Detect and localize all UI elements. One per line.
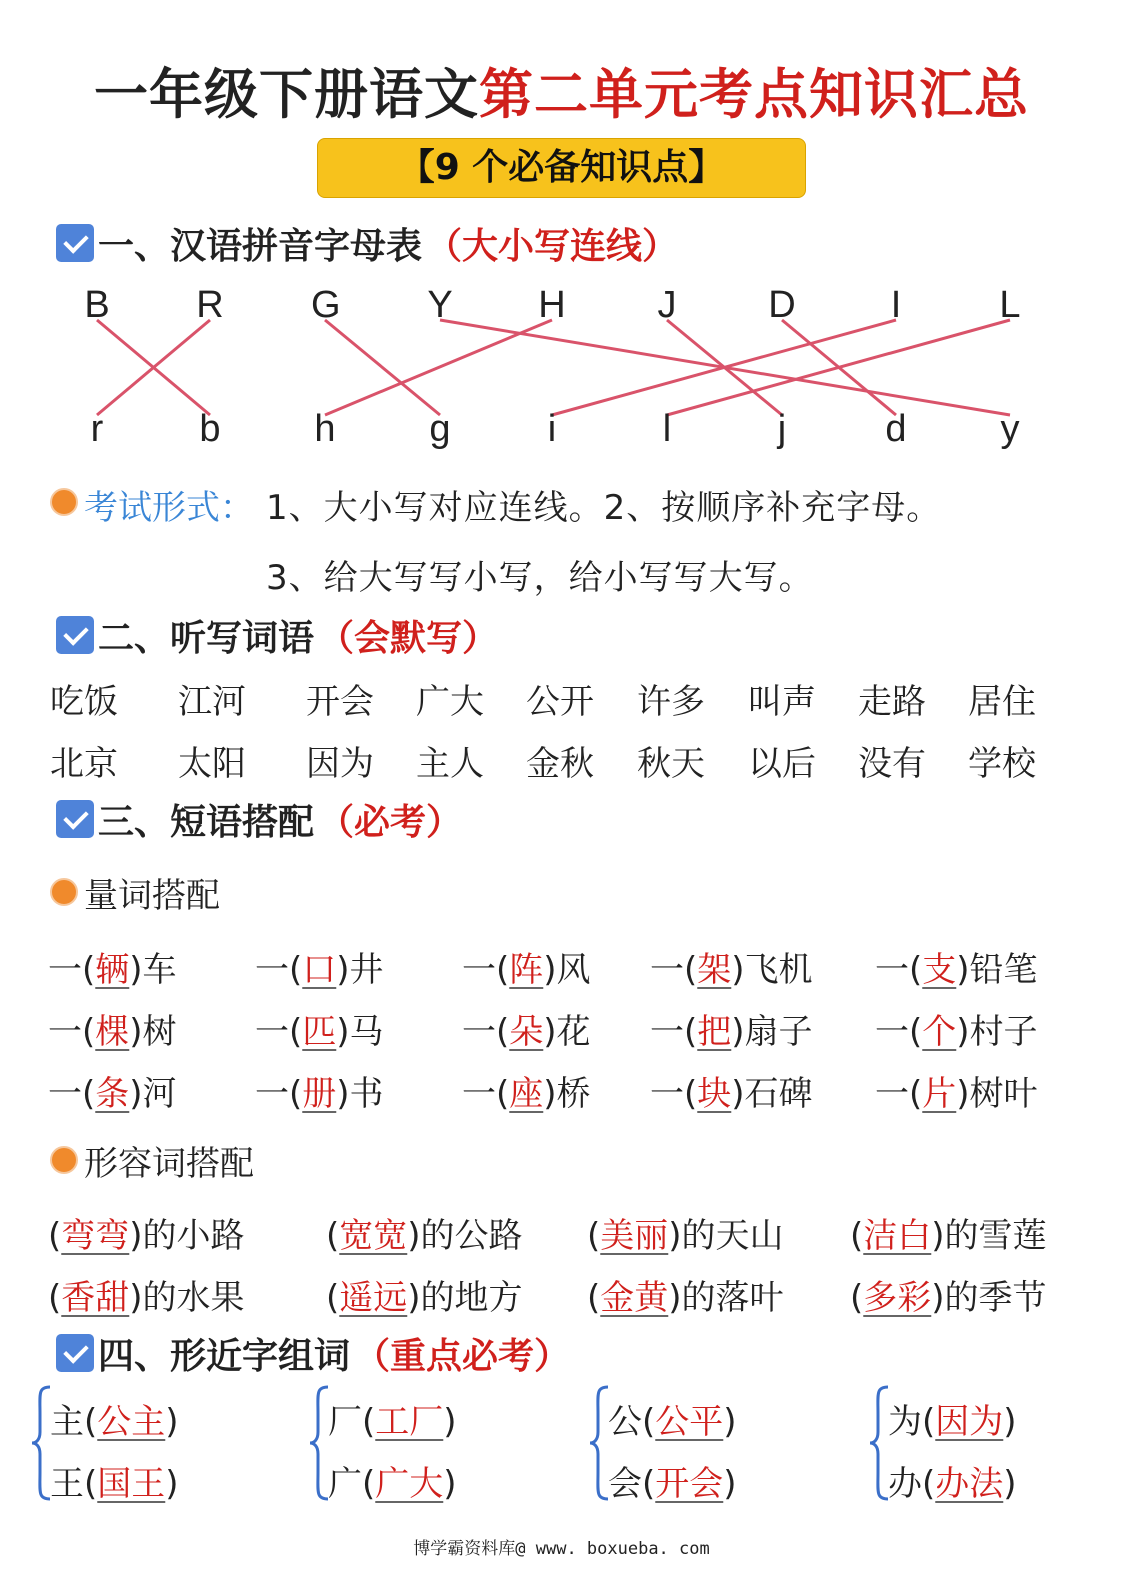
paren-close: ) <box>165 1402 179 1442</box>
uppercase-letter: B <box>84 284 110 326</box>
phrase-prefix: 一( <box>48 1074 96 1114</box>
dictation-word: 主人 <box>416 744 484 784</box>
section-1-heading <box>56 220 678 266</box>
dictation-word: 公开 <box>526 682 594 722</box>
checkbox-icon <box>56 800 94 838</box>
phrase-suffix: )石碑 <box>731 1074 813 1114</box>
brace-icon <box>308 1384 330 1502</box>
paren-close: ) <box>1003 1464 1017 1504</box>
uppercase-letter: Y <box>427 284 453 326</box>
phrase-answer: 多彩 <box>863 1278 932 1318</box>
phrase-prefix: 一( <box>462 950 510 990</box>
similar-char-phrase <box>328 1394 457 1443</box>
section-4-tag: （重点必考） <box>354 1335 571 1377</box>
uppercase-letter: G <box>311 284 341 326</box>
measure-phrase <box>48 1004 177 1053</box>
measure-phrase <box>650 1066 813 1115</box>
measure-phrase <box>650 1004 813 1053</box>
match-line <box>325 320 440 415</box>
phrase-prefix: ( <box>48 1278 62 1318</box>
lowercase-letter: j <box>777 408 787 450</box>
phrase-suffix: )的公路 <box>407 1216 523 1256</box>
paren-open: ( <box>362 1402 376 1442</box>
section-2-title: 二、听写词语 <box>98 617 315 659</box>
phrase-suffix: )书 <box>336 1074 384 1114</box>
measure-phrase <box>462 1004 591 1053</box>
dictation-word: 以后 <box>748 744 816 784</box>
lowercase-letter: h <box>314 408 336 450</box>
bullet-dot-icon <box>50 878 78 906</box>
phrase-suffix: )树叶 <box>956 1074 1038 1114</box>
similar-char-phrase <box>328 1456 457 1505</box>
adjective-phrase <box>850 1208 1047 1257</box>
section-3-title: 三、短语搭配 <box>98 801 315 843</box>
phrase-answer: 座 <box>509 1074 544 1114</box>
section-3-heading <box>56 796 462 842</box>
dictation-word: 因为 <box>306 744 374 784</box>
subtitle-badge: 【9 个必备知识点】 <box>317 138 806 198</box>
paren-open: ( <box>642 1402 656 1442</box>
similar-char: 王 <box>50 1464 84 1504</box>
measure-phrase <box>255 1004 384 1053</box>
phrase-answer: 块 <box>697 1074 732 1114</box>
phrase-prefix: 一( <box>255 950 303 990</box>
phrase-suffix: )飞机 <box>731 950 813 990</box>
phrase-prefix: 一( <box>255 1074 303 1114</box>
uppercase-letter: R <box>196 284 224 326</box>
checkbox-icon <box>56 1334 94 1372</box>
similar-char-phrase <box>50 1456 179 1505</box>
exam-line-2: 3、给大写写小写，给小写写大写。 <box>266 558 814 598</box>
phrase-answer: 洁白 <box>863 1216 932 1256</box>
similar-char: 厂 <box>328 1402 362 1442</box>
similar-answer: 广大 <box>375 1464 444 1504</box>
dictation-word: 吃饭 <box>50 682 118 722</box>
measure-phrase <box>48 1066 177 1115</box>
similar-char: 公 <box>608 1402 642 1442</box>
similar-char-phrase <box>608 1456 737 1505</box>
paren-close: ) <box>443 1464 457 1504</box>
uppercase-letter: H <box>538 284 566 326</box>
phrase-answer: 朵 <box>509 1012 544 1052</box>
phrase-answer: 口 <box>302 950 337 990</box>
phrase-prefix: 一( <box>650 1074 698 1114</box>
section-3-tag: （必考） <box>318 801 463 843</box>
phrase-answer: 棵 <box>95 1012 130 1052</box>
phrase-answer: 阵 <box>509 950 544 990</box>
footer-watermark: 博学霸资料库@ www. boxueba. com <box>413 1539 710 1559</box>
lowercase-letter: i <box>547 408 557 450</box>
adjective-phrase <box>48 1270 245 1319</box>
phrase-suffix: )桥 <box>543 1074 591 1114</box>
phrase-answer: 架 <box>697 950 732 990</box>
phrase-answer: 美丽 <box>600 1216 669 1256</box>
phrase-suffix: )风 <box>543 950 591 990</box>
similar-char: 为 <box>888 1402 922 1442</box>
phrase-answer: 弯弯 <box>61 1216 130 1256</box>
measure-phrase <box>875 1066 1038 1115</box>
phrase-prefix: 一( <box>875 950 923 990</box>
paren-open: ( <box>922 1464 936 1504</box>
phrase-prefix: ( <box>48 1216 62 1256</box>
exam-label: 考试形式： <box>84 488 254 528</box>
adjective-phrase <box>587 1270 784 1319</box>
section-2-tag: （会默写） <box>318 617 499 659</box>
similar-answer: 工厂 <box>375 1402 444 1442</box>
adjective-phrase <box>326 1208 523 1257</box>
bullet-dot-icon <box>50 488 78 516</box>
dictation-word: 居住 <box>968 682 1036 722</box>
phrase-suffix: )的水果 <box>129 1278 245 1318</box>
page-title <box>0 52 1123 129</box>
phrase-suffix: )的雪莲 <box>931 1216 1047 1256</box>
phrase-answer: 金黄 <box>600 1278 669 1318</box>
dictation-word: 江河 <box>178 682 246 722</box>
adjective-phrase <box>850 1270 1047 1319</box>
phrase-prefix: 一( <box>462 1074 510 1114</box>
phrase-answer: 宽宽 <box>339 1216 408 1256</box>
phrase-answer: 册 <box>302 1074 337 1114</box>
paren-open: ( <box>922 1402 936 1442</box>
phrase-prefix: ( <box>587 1278 601 1318</box>
paren-close: ) <box>723 1464 737 1504</box>
checkbox-icon <box>56 616 94 654</box>
paren-open: ( <box>84 1402 98 1442</box>
section-4-heading <box>56 1330 570 1376</box>
phrase-prefix: ( <box>850 1278 864 1318</box>
phrase-prefix: 一( <box>462 1012 510 1052</box>
phrase-prefix: ( <box>850 1216 864 1256</box>
dictation-word: 走路 <box>858 682 926 722</box>
phrase-suffix: )村子 <box>956 1012 1038 1052</box>
phrase-suffix: )河 <box>129 1074 177 1114</box>
phrase-suffix: )马 <box>336 1012 384 1052</box>
dictation-word: 学校 <box>968 744 1036 784</box>
phrase-prefix: 一( <box>875 1012 923 1052</box>
similar-answer: 开会 <box>655 1464 724 1504</box>
phrase-answer: 把 <box>697 1012 732 1052</box>
dictation-word: 广大 <box>416 682 484 722</box>
phrase-suffix: )的地方 <box>407 1278 523 1318</box>
similar-char-phrase <box>888 1394 1017 1443</box>
measure-phrase <box>48 942 177 991</box>
measure-phrase <box>650 942 813 991</box>
similar-answer: 办法 <box>935 1464 1004 1504</box>
measure-phrase <box>462 942 591 991</box>
paren-open: ( <box>362 1464 376 1504</box>
phrase-suffix: )的落叶 <box>668 1278 784 1318</box>
paren-close: ) <box>1003 1402 1017 1442</box>
lowercase-letter: l <box>662 408 672 450</box>
measure-heading: 量词搭配 <box>84 876 220 916</box>
phrase-suffix: )花 <box>543 1012 591 1052</box>
section-4-title: 四、形近字组词 <box>98 1335 351 1377</box>
uppercase-letter: J <box>657 284 677 326</box>
similar-answer: 公平 <box>655 1402 724 1442</box>
measure-phrase <box>462 1066 591 1115</box>
match-line <box>325 320 552 415</box>
section-1-title: 一、汉语拼音字母表 <box>98 225 423 267</box>
phrase-prefix: 一( <box>48 1012 96 1052</box>
measure-phrase <box>255 942 384 991</box>
section-2-heading <box>56 612 498 658</box>
similar-char-phrase <box>608 1394 737 1443</box>
adjective-heading: 形容词搭配 <box>84 1144 254 1184</box>
paren-close: ) <box>443 1402 457 1442</box>
similar-answer: 公主 <box>97 1402 166 1442</box>
phrase-answer: 遥远 <box>339 1278 408 1318</box>
measure-phrase <box>875 1004 1038 1053</box>
similar-char: 会 <box>608 1464 642 1504</box>
title-part1: 一年级下册语文 <box>94 63 479 126</box>
uppercase-letter: D <box>768 284 796 326</box>
adjective-phrase <box>326 1270 523 1319</box>
brace-icon <box>868 1384 890 1502</box>
dictation-word: 秋天 <box>637 744 705 784</box>
measure-phrase <box>255 1066 384 1115</box>
uppercase-letter: L <box>999 284 1021 326</box>
measure-phrase <box>875 942 1038 991</box>
phrase-suffix: )井 <box>336 950 384 990</box>
bullet-dot-icon <box>50 1146 78 1174</box>
dictation-word: 叫声 <box>748 682 816 722</box>
phrase-prefix: 一( <box>650 950 698 990</box>
phrase-prefix: ( <box>326 1278 340 1318</box>
phrase-suffix: )扇子 <box>731 1012 813 1052</box>
phrase-prefix: ( <box>587 1216 601 1256</box>
lowercase-letter: r <box>90 408 104 450</box>
similar-char: 广 <box>328 1464 362 1504</box>
similar-char: 主 <box>50 1402 84 1442</box>
phrase-suffix: )树 <box>129 1012 177 1052</box>
phrase-answer: 香甜 <box>61 1278 130 1318</box>
phrase-prefix: 一( <box>255 1012 303 1052</box>
phrase-suffix: )的天山 <box>668 1216 784 1256</box>
phrase-suffix: )车 <box>129 950 177 990</box>
paren-close: ) <box>723 1402 737 1442</box>
dictation-word: 许多 <box>637 682 705 722</box>
phrase-suffix: )铅笔 <box>956 950 1038 990</box>
paren-close: ) <box>165 1464 179 1504</box>
phrase-prefix: 一( <box>650 1012 698 1052</box>
lowercase-letter: g <box>429 408 451 450</box>
lowercase-letter: b <box>199 408 221 450</box>
phrase-prefix: ( <box>326 1216 340 1256</box>
dictation-word: 开会 <box>306 682 374 722</box>
paren-open: ( <box>84 1464 98 1504</box>
title-part2: 第二单元考点知识汇总 <box>479 63 1029 126</box>
checkbox-icon <box>56 224 94 262</box>
phrase-prefix: 一( <box>875 1074 923 1114</box>
dictation-word: 太阳 <box>178 744 246 784</box>
section-1-tag: （大小写连线） <box>426 225 679 267</box>
dictation-word: 北京 <box>50 744 118 784</box>
similar-char-phrase <box>50 1394 179 1443</box>
phrase-answer: 片 <box>922 1074 957 1114</box>
dictation-word: 没有 <box>858 744 926 784</box>
phrase-answer: 匹 <box>302 1012 337 1052</box>
phrase-answer: 辆 <box>95 950 130 990</box>
similar-answer: 因为 <box>935 1402 1004 1442</box>
dictation-word: 金秋 <box>526 744 594 784</box>
brace-icon <box>30 1384 52 1502</box>
phrase-suffix: )的小路 <box>129 1216 245 1256</box>
phrase-prefix: 一( <box>48 950 96 990</box>
similar-char-phrase <box>888 1456 1017 1505</box>
adjective-phrase <box>587 1208 784 1257</box>
similar-char: 办 <box>888 1464 922 1504</box>
phrase-suffix: )的季节 <box>931 1278 1047 1318</box>
similar-answer: 国王 <box>97 1464 166 1504</box>
adjective-phrase <box>48 1208 245 1257</box>
uppercase-letter: I <box>890 284 902 326</box>
lowercase-letter: d <box>885 408 907 450</box>
lowercase-letter: y <box>1000 408 1020 450</box>
phrase-answer: 支 <box>922 950 957 990</box>
phrase-answer: 个 <box>922 1012 957 1052</box>
brace-icon <box>588 1384 610 1502</box>
phrase-answer: 条 <box>95 1074 130 1114</box>
paren-open: ( <box>642 1464 656 1504</box>
exam-line-1: 1、大小写对应连线。2、按顺序补充字母。 <box>266 488 942 528</box>
